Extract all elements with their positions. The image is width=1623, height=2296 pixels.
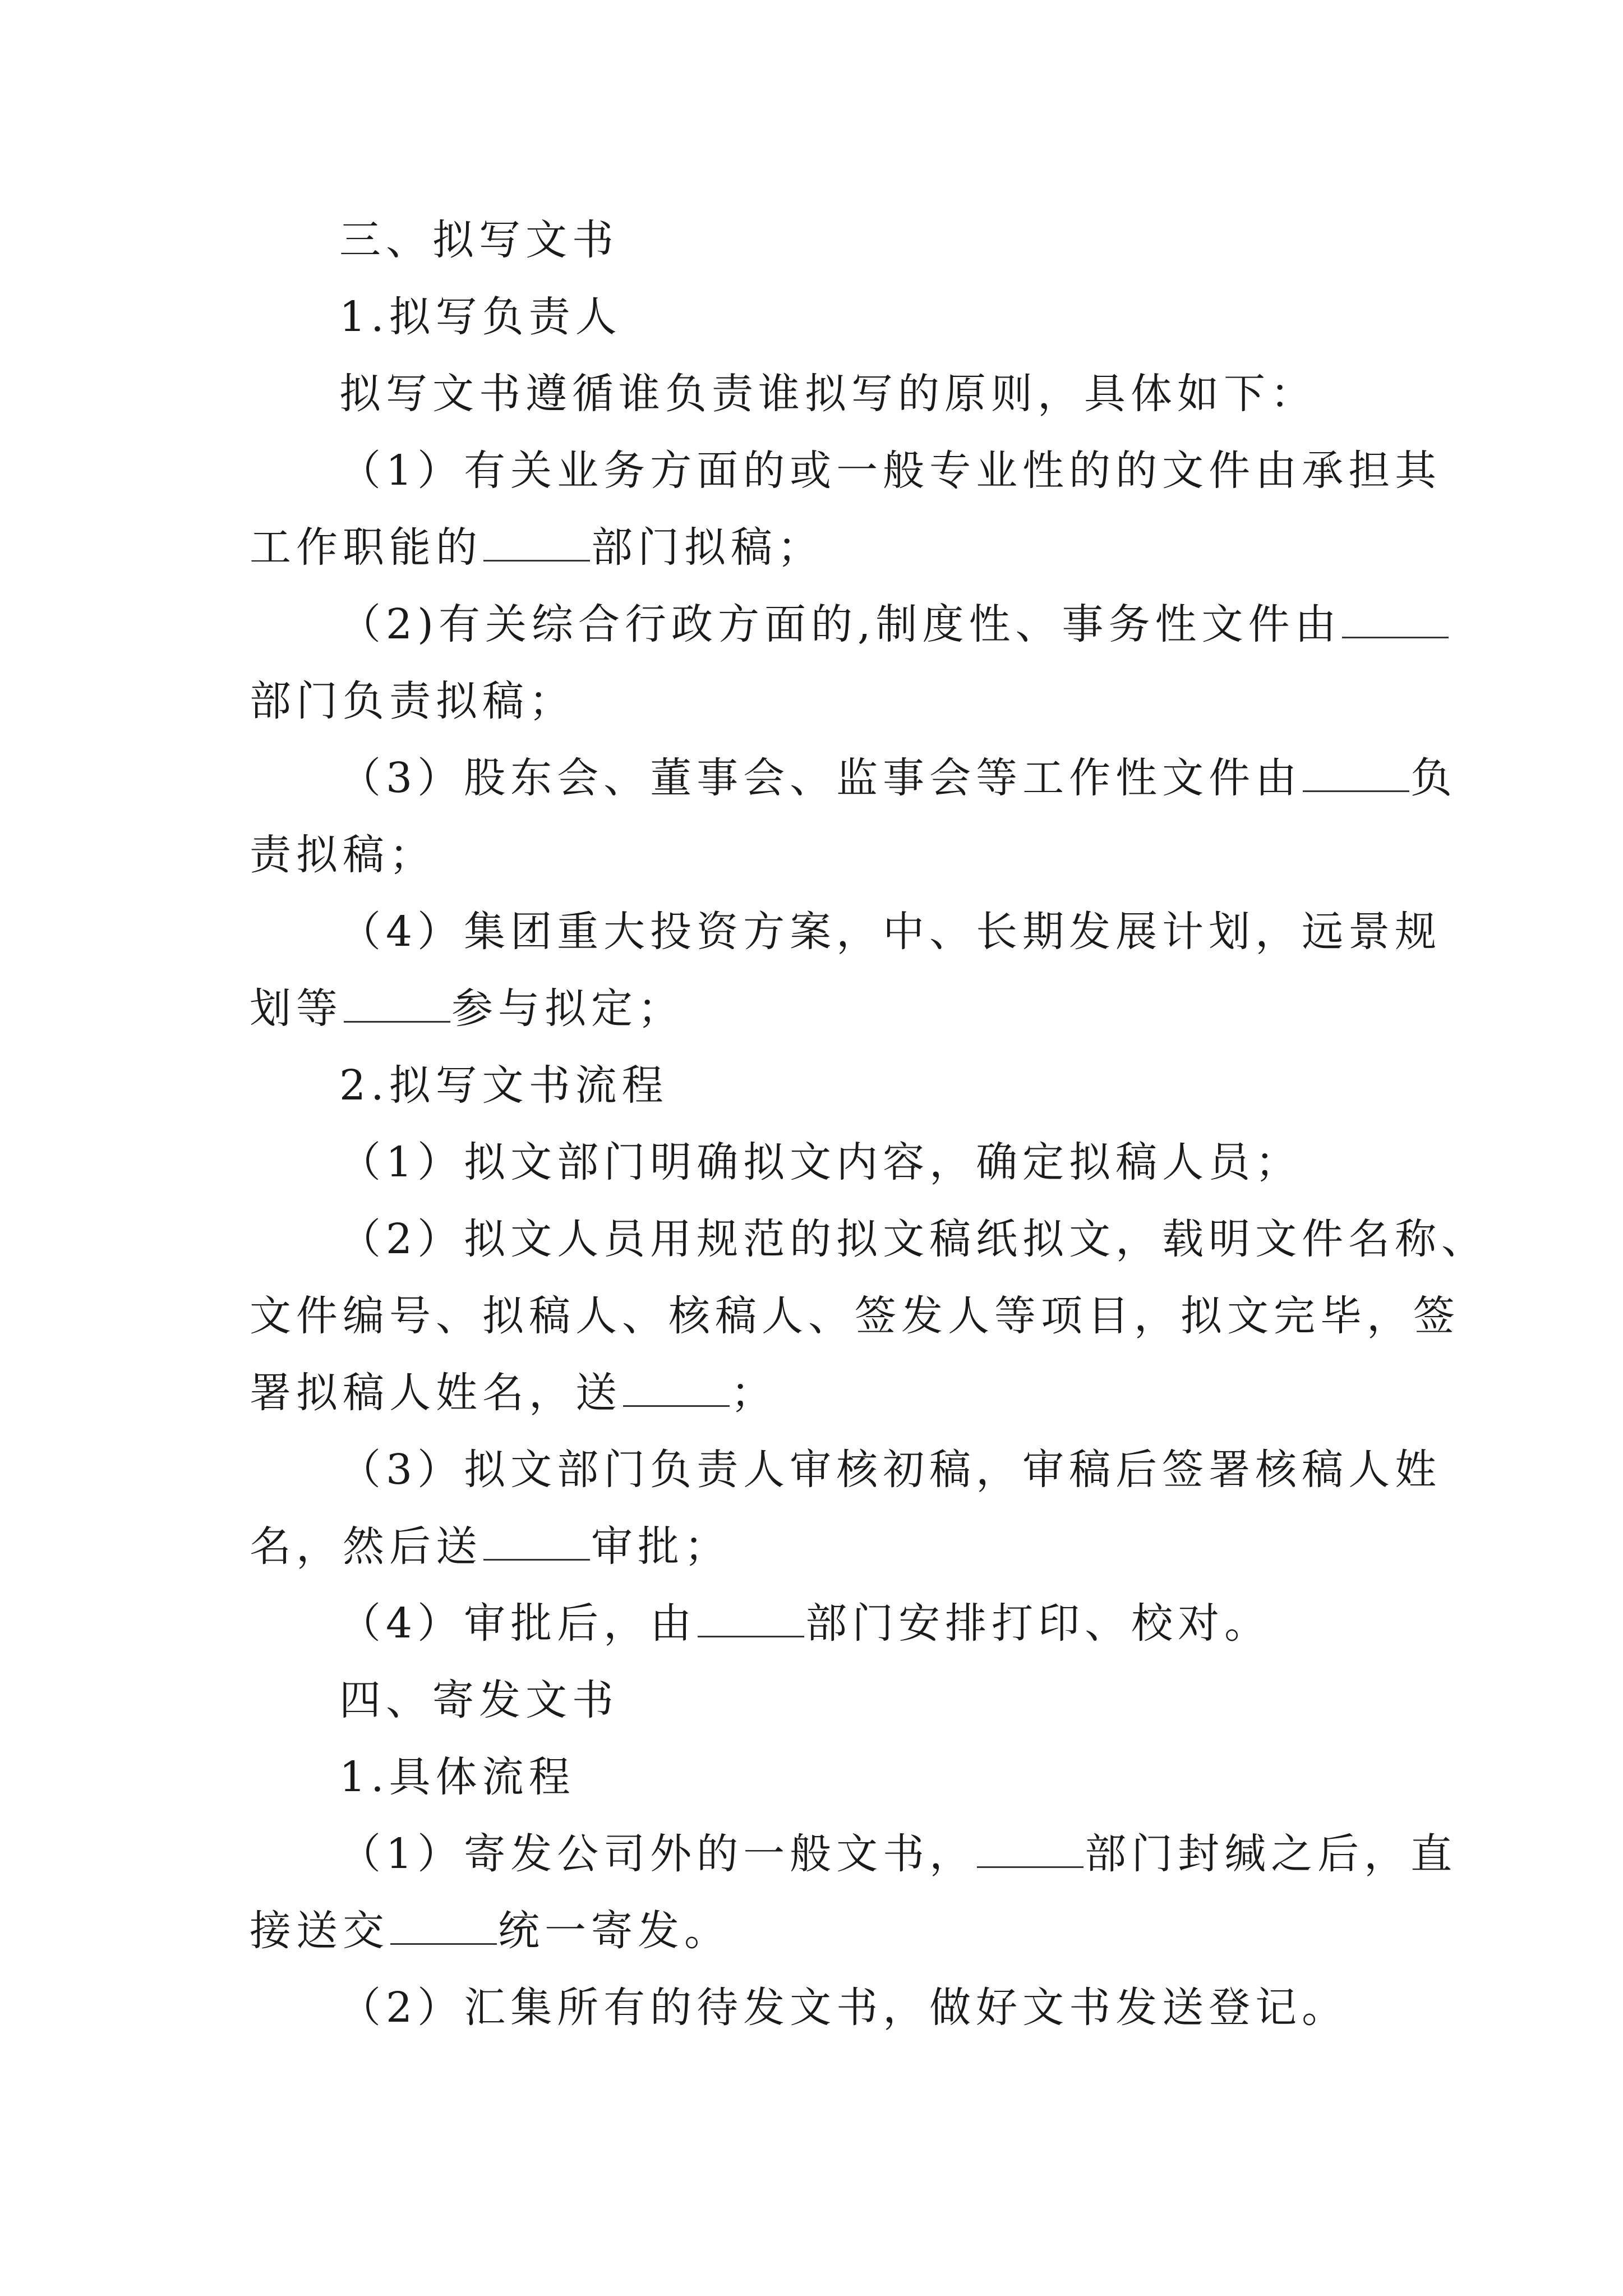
list-item-line: （2）汇集所有的待发文书，做好文书发送登记。 xyxy=(339,1984,1349,2032)
text-segment: 接送交 xyxy=(250,1907,389,1955)
list-item-line xyxy=(250,1355,1388,1432)
fill-blank xyxy=(623,1364,730,1407)
list-item-line: （2）拟文人员用规范的拟文稿纸拟文，载明文件名称、 xyxy=(339,1215,1488,1263)
subsection-heading: 1.拟写负责人 xyxy=(339,293,622,341)
fill-blank xyxy=(483,518,590,562)
fill-blank xyxy=(483,1517,590,1561)
text-segment: 部门安排打印、校对。 xyxy=(805,1599,1271,1648)
section-heading: 三、拟写文书 xyxy=(339,216,619,264)
list-item-line: 文件编号、拟稿人、核稿人、签发人等项目，拟文完毕，签 xyxy=(250,1292,1460,1340)
text-segment: 署拟稿人姓名，送 xyxy=(250,1369,622,1417)
list-item-line xyxy=(250,1508,1388,1585)
text-segment: ； xyxy=(731,1369,777,1417)
text-segment: 名，然后送 xyxy=(250,1522,482,1571)
paragraph: 拟写文书遵循谁负责谁拟写的原则，具体如下： xyxy=(339,370,1317,418)
text-segment: 工作职能的 xyxy=(250,523,482,572)
text-segment: 负 xyxy=(1410,754,1458,802)
list-item-line: （1）拟文部门明确拟文内容，确定拟稿人员； xyxy=(339,1138,1302,1186)
list-item-line xyxy=(250,740,1458,817)
subsection-heading: 1.具体流程 xyxy=(339,1753,575,1801)
list-item-line: （4）集团重大投资方案，中、长期发展计划，远景规 xyxy=(339,908,1442,956)
list-item-line: （3）拟文部门负责人审核初稿，审稿后签署核稿人姓 xyxy=(339,1446,1442,1494)
list-item-line xyxy=(250,586,1388,663)
list-item-line xyxy=(250,1585,1388,1662)
list-item-line xyxy=(250,970,1388,1047)
text-segment: 部门拟稿； xyxy=(591,523,824,572)
text-segment: （3）股东会、董事会、监事会等工作性文件由 xyxy=(339,754,1302,802)
fill-blank xyxy=(977,1825,1083,1868)
fill-blank xyxy=(1342,595,1449,638)
subsection-heading: 2.拟写文书流程 xyxy=(339,1061,668,1110)
text-segment: 统一寄发。 xyxy=(498,1907,731,1955)
text-segment: 划等 xyxy=(250,984,343,1033)
list-item-line: （1）有关业务方面的或一般专业性的的文件由承担其 xyxy=(339,447,1442,495)
fill-blank xyxy=(698,1594,804,1637)
fill-blank xyxy=(1303,749,1409,792)
list-item-line: 部门负责拟稿； xyxy=(250,677,575,725)
list-item-line xyxy=(250,1893,1388,1970)
text-segment: 部门封缄之后，直 xyxy=(1085,1830,1458,1878)
text-segment: 参与拟定； xyxy=(451,984,684,1033)
fill-blank xyxy=(344,979,450,1023)
fill-blank xyxy=(390,1902,497,1945)
list-item-line: 责拟稿； xyxy=(250,831,436,879)
text-segment: （2)有关综合行政方面的,制度性、事务性文件由 xyxy=(339,600,1341,648)
list-item-line xyxy=(250,1816,1458,1893)
text-segment: 审批； xyxy=(591,1522,731,1571)
text-segment: （1）寄发公司外的一般文书， xyxy=(339,1830,976,1878)
document-body xyxy=(250,202,1488,2046)
section-heading: 四、寄发文书 xyxy=(339,1676,619,1724)
text-segment: （4）审批后，由 xyxy=(339,1599,697,1648)
list-item-line xyxy=(250,509,1388,586)
